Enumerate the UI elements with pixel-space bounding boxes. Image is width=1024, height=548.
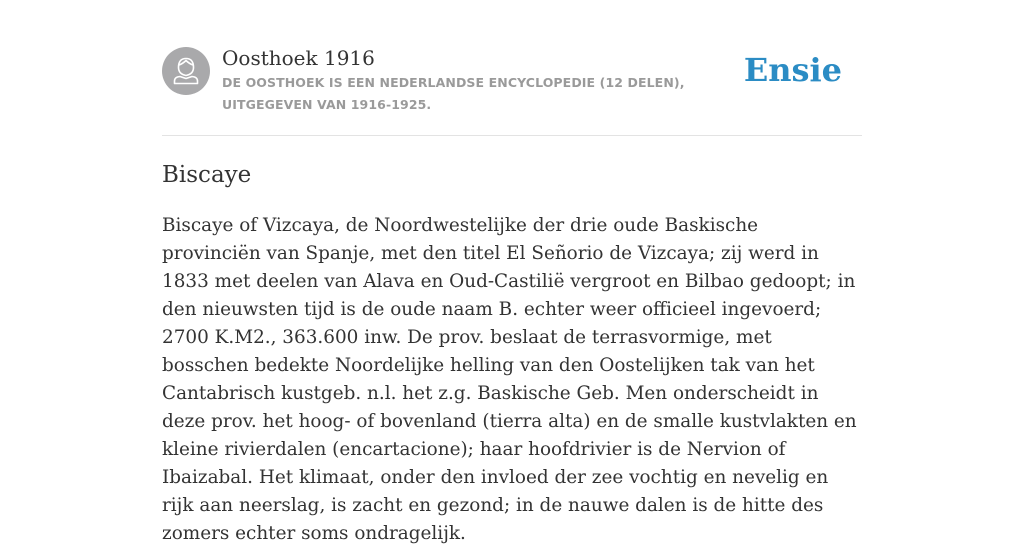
entry-body: Biscaye of Vizcaya, de Noordwestelijke der drie oude Baskische provinciën van Spanje, met den titel El Señorio de Vizcaya; zij werd in 1833 met deelen van Alava en Oud-Castilië vergroot en Bilbao gedoopt; in den nieuwsten tijd is de oude naam B. echter weer officieel ingevoerd; 2700 K.M2., 363.600 inw. De prov. beslaat de terrasvormige, met bosschen bedekte Noordelijke helling van den Oostelijken tak van het Cantabrisch kustgeb. n.l. het z.g. Baskische Geb. Men onderscheidt in deze prov. het hoog- of bovenland (tierra alta) en de smalle kustvlakten en kleine rivierdalen (encartacione); haar hoofdrivier is de Nervion of Ibaizabal. Het klimaat, onder den invloed der zee vochtig en nevelig en rijk aan neerslag, is zacht en gezond; in de nauwe dalen is de hitte des zomers echter soms ondragelijk.: [162, 215, 857, 544]
entry-title: Biscaye: [162, 162, 252, 188]
source-description: DE OOSTHOEK IS EEN NEDERLANDSE ENCYCLOPEDIE (12 DELEN), UITGEGEVEN VAN 1916-1925.: [222, 75, 685, 112]
brand-logo[interactable]: Ensie: [743, 51, 842, 89]
user-avatar-icon: [162, 47, 210, 95]
source-title[interactable]: Oosthoek 1916: [222, 46, 375, 70]
source-header: [162, 44, 862, 124]
person-icon: [162, 47, 210, 95]
header-divider: [162, 135, 862, 136]
